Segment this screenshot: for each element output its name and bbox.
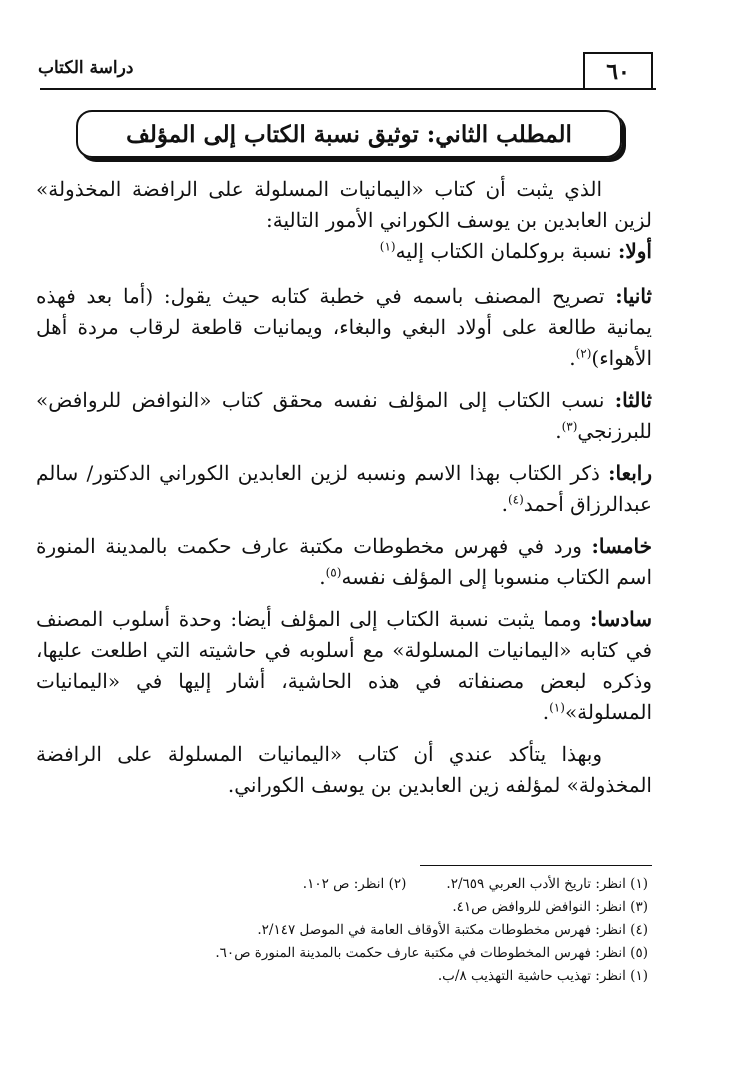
item-text: ومما يثبت نسبة الكتاب إلى المؤلف أيضا: وحدة أسلوب المصنف في كتابه «اليمانيات المسلولة» مع أسلوبه في حاشيته التي اطلعت عليها، وذكره لبعض مصنفاته في هذه الحاشية، أشار إليها في «اليمانيات المسلولة»	[36, 607, 652, 724]
page-number: ٦٠	[583, 52, 653, 90]
footnote: (١) انظر: تاريخ الأدب العربي ٢/٦٥٩.	[446, 876, 648, 892]
item-tail: .	[569, 346, 576, 370]
item-tail: .	[542, 700, 550, 724]
body-text	[36, 174, 652, 812]
item-tail: .	[555, 419, 562, 443]
item-text: ورد في فهرس مخطوطات مكتبة عارف حكمت بالمدينة المنورة اسم الكتاب منسوبا إلى المؤلف نفسه	[36, 534, 652, 589]
footnote-ref: (٣)	[561, 419, 578, 434]
item-tail: .	[319, 565, 326, 589]
item-lead: رابعا:	[608, 461, 652, 485]
item-text: ذكر الكتاب بهذا الاسم ونسبه لزين العابدين الكوراني الدكتور/ سالم عبدالرزاق أحمد	[36, 461, 652, 516]
item-lead: ثالثا:	[614, 388, 652, 412]
item-text: تصريح المصنف باسمه في خطبة كتابه حيث يقول: (أما بعد فهذه يمانية طالعة على أولاد البغي والبغاء، ويمانيات قاطعة لرقاب مردة أهل الأهواء)	[36, 284, 652, 370]
footnote-ref: (١)	[379, 239, 396, 254]
item-tail: .	[501, 492, 508, 516]
item-text: نسب الكتاب إلى المؤلف نفسه محقق كتاب «النوافض للروافض» للبرزنجي	[36, 388, 652, 443]
footnote: (٤) انظر: فهرس مخطوطات مكتبة الأوقاف العامة في الموصل ٢/١٤٧.	[257, 922, 648, 938]
footnote: (٥) انظر: فهرس المخطوطات في مكتبة عارف حكمت بالمدينة المنورة ص٦٠.	[215, 945, 648, 961]
footnote-row	[170, 873, 648, 896]
item-lead: خامسا:	[591, 534, 652, 558]
closing-paragraph: وبهذا يتأكد عندي أن كتاب «اليمانيات المسلولة على الرافضة المخذولة» لمؤلفه زين العابدين بن يوسف الكوراني.	[36, 742, 652, 797]
footnote: (٣) انظر: النوافض للروافض ص٤١.	[452, 899, 648, 915]
item-lead: ثانيا:	[615, 284, 652, 308]
footnote: (٢) انظر: ص ١٠٢.	[302, 876, 407, 892]
item-text: نسبة بروكلمان الكتاب إليه	[395, 239, 612, 263]
intro-paragraph: الذي يثبت أن كتاب «اليمانيات المسلولة على الرافضة المخذولة» لزين العابدين بن يوسف الكوراني الأمور التالية:	[36, 177, 652, 232]
list-item	[36, 236, 652, 267]
item-lead: سادسا:	[590, 607, 653, 631]
footnote-rule	[420, 865, 652, 866]
list-item	[36, 385, 652, 447]
section-title: المطلب الثاني: توثيق نسبة الكتاب إلى المؤلف	[76, 110, 622, 158]
item-lead: أولا:	[617, 239, 652, 263]
header-rule	[40, 88, 656, 90]
footnote-ref: (٥)	[325, 565, 342, 580]
list-item	[36, 604, 652, 728]
footnote-ref: (٤)	[507, 492, 524, 507]
footnote: (١) انظر: تهذيب حاشية التهذيب ٨/ب.	[437, 968, 648, 984]
footnotes	[170, 873, 648, 988]
list-item	[36, 458, 652, 520]
footnote-ref: (١)	[549, 700, 565, 715]
list-item	[36, 531, 652, 593]
list-item	[36, 281, 652, 374]
footnote-ref: (٢)	[575, 346, 592, 361]
running-title: دراسة الكتاب	[38, 58, 134, 78]
